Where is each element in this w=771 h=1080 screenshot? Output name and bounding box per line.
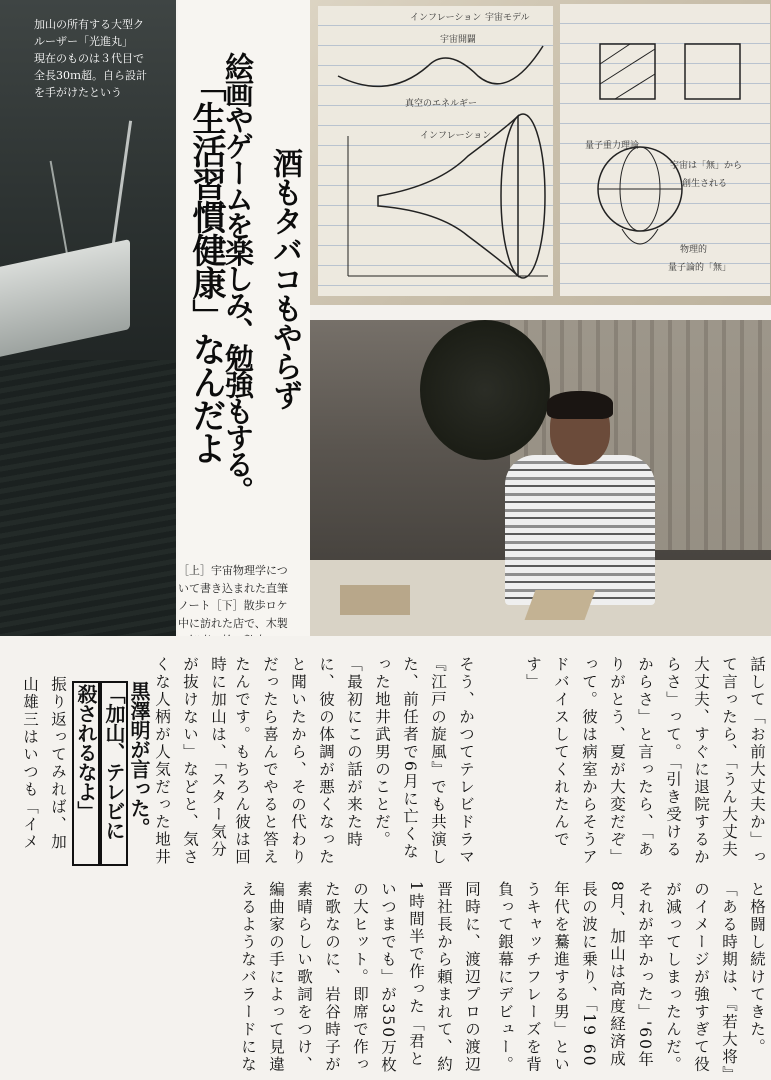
photo-caption-line: いて書き込まれた直筆 (178, 581, 288, 595)
body-column (486, 881, 771, 1077)
body-column (230, 656, 480, 868)
body-paragraph: 振り返ってみれば、加山雄三はいつも「イメ (21, 676, 67, 851)
photo-caption-line: ノート［下］散歩ロケ (178, 599, 288, 612)
photo-caption-line: 中に訪れた店で、木製 (178, 616, 288, 630)
photo-caption-line: ［上］宇宙物理学につ (178, 564, 288, 577)
boat-caption-line: ルーザー「光進丸」 (34, 35, 133, 48)
puzzle-shop-photo (310, 320, 771, 636)
notebook-note: 宇宙モデル (485, 13, 530, 23)
notebook-note: 創生される (682, 179, 728, 189)
article-body (0, 636, 771, 1080)
headline-line-3: 「生活習慣健康」なんだよ (186, 68, 226, 464)
body-paragraph: 同時に、渡辺プロの渡辺晋社長から頼まれて、約1時間半で作った「君といつまでも」が350万枚の大ヒット。即席で作った歌なのに、岩谷時子が素晴らしい歌詞をつけ、編曲家の手によって見違えるようなバラードにな (239, 881, 481, 1075)
striped-shirt (505, 455, 655, 605)
sea-water (0, 360, 176, 636)
body-paragraph: 話して「お前大丈夫か」って言ったら、「うん大丈夫大丈夫、すぐに退院するからさ」って。「引き受けるからさ」と言ったら、「ありがとう、夏が大変だぞ」って。彼は病室からそうアドバイスしてくれたんです」 (524, 656, 766, 866)
man-figure (495, 395, 665, 605)
boat-caption-line: 加山の所有する大型ク (34, 18, 144, 31)
notebook-note: 量子重力理論 (585, 141, 640, 151)
headline-area (178, 0, 310, 636)
body-paragraph: と格闘し続けてきた。「ある時期は、『若大将』のイメージが強すぎて役が減ってしまったんだ。それが辛かった」'60年8月、加山は高度経済成長の波に乗り、「19 60年代を驀進する男」というキャッチフレーズを背負って銀幕にデビュー。 (496, 881, 766, 1076)
wooden-puzzle (525, 590, 596, 620)
notebook-left-page (318, 6, 553, 296)
notebook-photo (310, 0, 771, 305)
boat-hull (0, 239, 130, 361)
boat-caption-line: 現在のものは３代目で (34, 52, 144, 65)
boat-caption-line: 全長30ｍ超。自ら設計 (34, 69, 147, 82)
body-column (10, 676, 72, 866)
subhead-line: 黒澤明が言った。 (127, 681, 151, 837)
notebook-note: インフレーション (410, 13, 482, 23)
subhead-line: 「加山、テレビに (100, 681, 128, 866)
body-column (150, 656, 232, 868)
body-column (230, 881, 486, 1077)
notebook-note: 量子論的「無」 (668, 263, 732, 273)
boat-caption-line: を手がけたという (34, 86, 122, 99)
notebook-note: 宇宙は「無」から (670, 161, 743, 171)
notebook-note: 物理的 (680, 245, 708, 255)
inflation-diagram (318, 6, 553, 296)
boat-caption (34, 16, 174, 101)
subhead (74, 681, 151, 866)
body-paragraph: そう、かつてテレビドラマ『江戸の旋風』でも共演した、前任者で6月に亡くなった地井武男のことだ。「最初にこの話が来た時に、彼の体調が悪くなったと聞いたから、その代わりだったら喜んでやると答えたんです。もちろん彼は回 (233, 656, 475, 866)
wooden-puzzle (340, 585, 410, 615)
headline-line-1: 酒もタバコもやらず (267, 148, 302, 409)
man-hair (547, 391, 613, 419)
headline-line-2: 絵画やゲームを楽しみ、勉強もする。 (221, 52, 255, 503)
subhead-line: 殺されるなよ」 (72, 681, 100, 866)
notebook-note: 真空のエネルギー (405, 99, 478, 109)
notebook-note: インフレーション (420, 131, 492, 141)
body-column (486, 656, 771, 868)
body-paragraph: 時に加山は、「スター気分が抜けない」などと、気さくな人柄が人気だった地井 (153, 656, 227, 866)
notebook-note: 宇宙開闢 (440, 35, 477, 45)
